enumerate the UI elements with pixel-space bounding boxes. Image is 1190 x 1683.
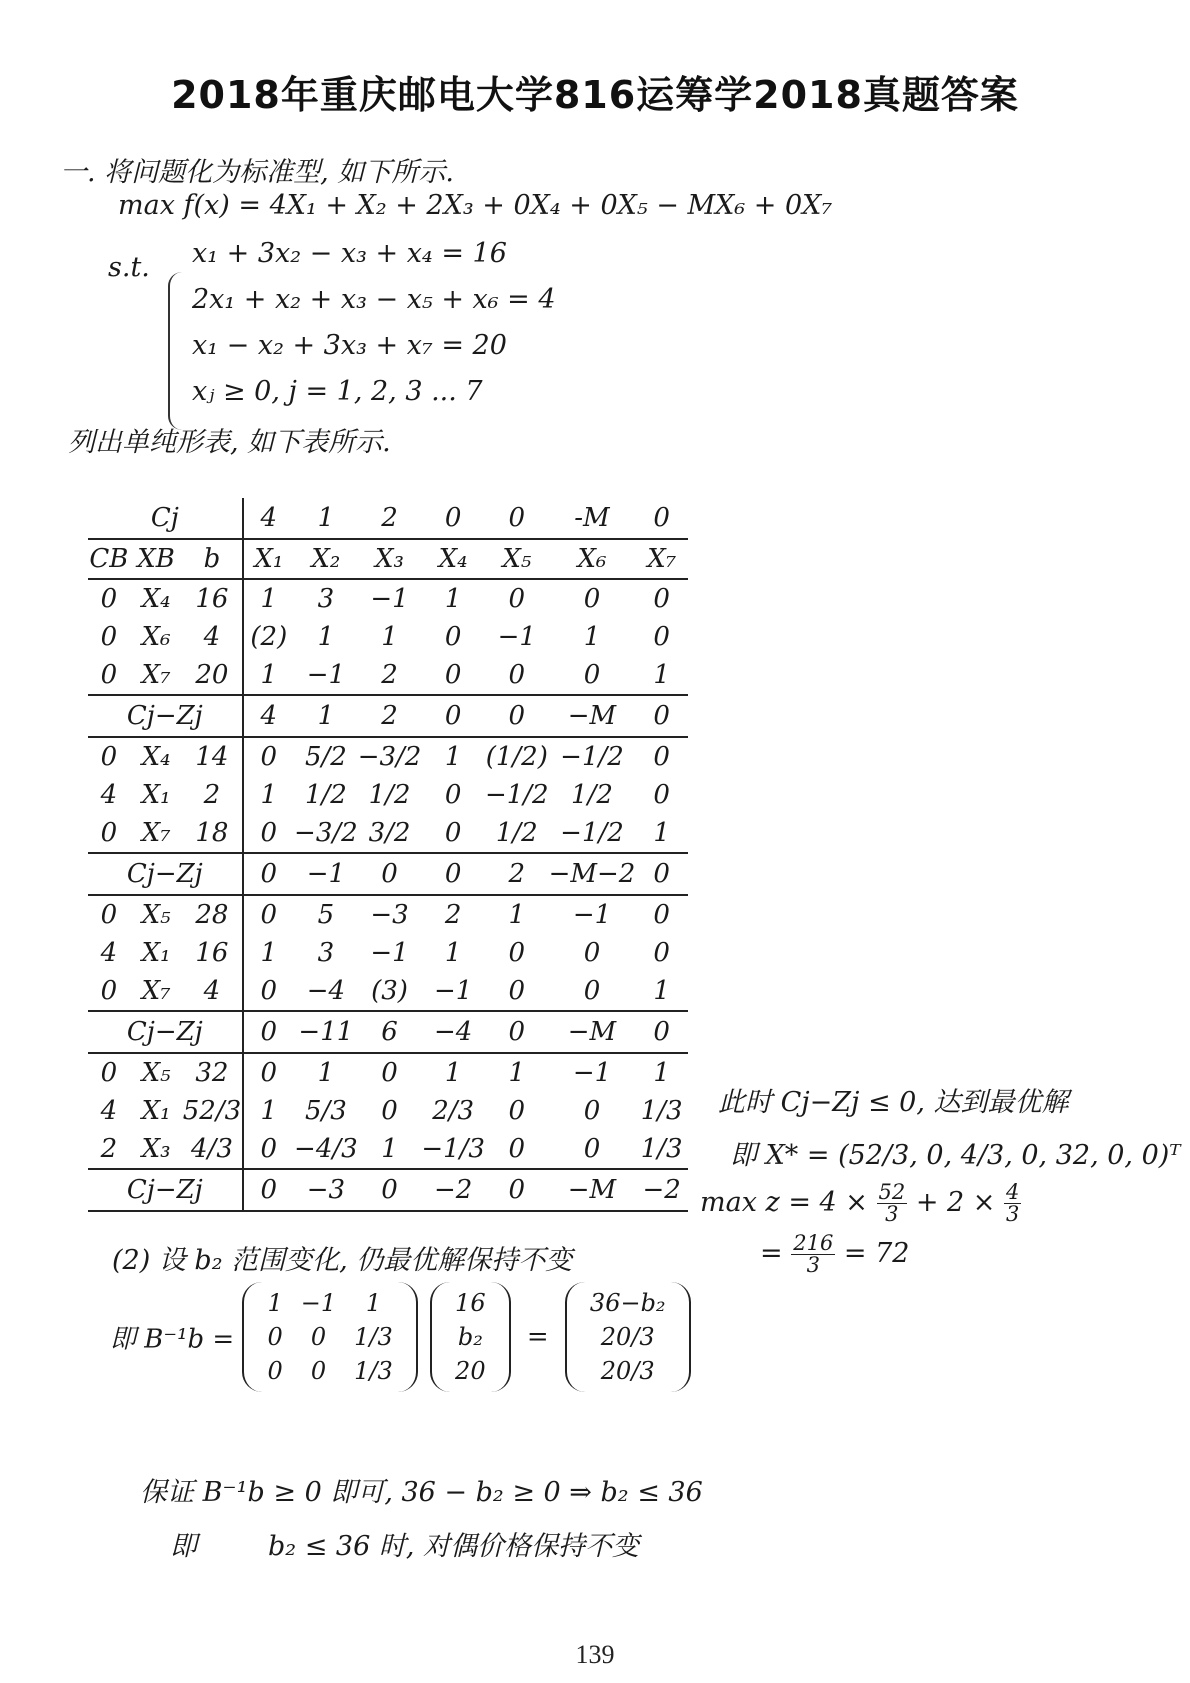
table-cell: 4	[100, 938, 118, 968]
check-value: −2	[635, 1169, 688, 1211]
cj-value: 0	[508, 503, 526, 533]
cj-value: 0	[444, 503, 462, 533]
table-cell: 5/3	[304, 1096, 347, 1126]
table-cell: −4	[306, 976, 346, 1006]
max-mid: + 2 ×	[915, 1187, 996, 1218]
matrix-cell: 1/3	[354, 1357, 393, 1385]
fraction-denominator: 3	[885, 1202, 899, 1226]
table-cell: −1/2	[484, 780, 549, 810]
table-cell: 1	[260, 780, 278, 810]
constraint-2: 2x₁ + x₂ + x₃ − x₅ + x₆ = 4	[192, 284, 556, 315]
fraction-numerator: 52	[878, 1180, 906, 1204]
column-header: X₂	[294, 539, 358, 579]
table-cell: 1	[317, 622, 335, 652]
check-label: Cj−Zj	[88, 1169, 243, 1211]
table-row	[88, 656, 688, 695]
matrix-row	[258, 1320, 401, 1354]
check-value: 2	[485, 853, 549, 895]
table-cell: X₃	[141, 1134, 171, 1164]
table-cell: 16	[182, 579, 242, 618]
matrix-cell: 0	[310, 1323, 327, 1351]
table-cell: 3	[317, 584, 335, 614]
simplex-table	[88, 498, 688, 1212]
table-cell: 0	[635, 737, 688, 776]
matrix-row	[258, 1354, 401, 1388]
result-value: = 72	[843, 1238, 910, 1269]
table-cell: 20	[182, 656, 242, 695]
check-row	[88, 1011, 688, 1053]
column-header: CB	[88, 539, 130, 579]
table-cell: 1	[653, 660, 670, 690]
table-cell: −1/2	[549, 737, 636, 776]
table-cell: 0	[100, 584, 118, 614]
column-header: X₆	[549, 539, 636, 579]
check-value: −3	[294, 1169, 358, 1211]
matrix-row	[258, 1286, 401, 1320]
check-value: 0	[421, 695, 485, 737]
objective-function: max f(x) = 4X₁ + X₂ + 2X₃ + 0X₄ + 0X₅ − MX₆ + 0X₇	[118, 190, 833, 221]
table-row	[88, 1053, 688, 1092]
table-cell: 0	[444, 660, 462, 690]
cj-value: -M	[574, 503, 610, 533]
vector-row	[581, 1286, 675, 1320]
matrix-cell: 0	[267, 1357, 283, 1385]
page-number: 139	[575, 1640, 615, 1669]
column-header: XB	[130, 539, 182, 579]
column-header: X₄	[421, 539, 485, 579]
check-value: 0	[421, 853, 485, 895]
equals-sign: =	[760, 1238, 783, 1269]
table-cell: 1	[421, 737, 485, 776]
table-cell: 2	[182, 776, 242, 814]
table-row	[88, 814, 688, 853]
table-cell: 5	[294, 895, 358, 934]
table-cell: X₁	[141, 780, 171, 810]
table-cell: (1/2)	[485, 737, 549, 776]
table-cell: 0	[508, 938, 526, 968]
check-value: 0	[485, 695, 549, 737]
fraction-numerator: 4	[1006, 1180, 1020, 1204]
table-cell: −1	[370, 938, 409, 968]
table-cell: 1/2	[368, 780, 411, 810]
matrix-cell: 1/3	[354, 1323, 393, 1351]
table-cell: −3	[358, 895, 422, 934]
table-cell: 28	[182, 895, 242, 934]
matrix-cell: 0	[267, 1323, 283, 1351]
table-cell: 52/3	[182, 1092, 242, 1130]
cj-value: 2	[381, 503, 398, 533]
st-label: s.t.	[108, 252, 150, 283]
table-cell: 0	[243, 1053, 294, 1092]
table-row	[88, 1092, 688, 1130]
table-cell: 18	[182, 814, 242, 853]
table-cell: 3	[317, 938, 335, 968]
check-value: −2	[421, 1169, 485, 1211]
result-entry: 20/3	[600, 1357, 655, 1385]
table-cell: 0	[444, 780, 462, 810]
check-value: 0	[358, 1169, 422, 1211]
matrix-cell: 1	[267, 1289, 283, 1317]
table-cell: 1	[260, 584, 278, 614]
table-cell: 2	[100, 1134, 118, 1164]
table-cell: −1	[370, 584, 409, 614]
check-value: −M	[549, 695, 636, 737]
check-row	[88, 695, 688, 737]
table-row	[88, 618, 688, 656]
fraction-denominator: 3	[1006, 1202, 1020, 1226]
check-label: Cj−Zj	[88, 1011, 243, 1053]
table-cell: 0	[88, 737, 130, 776]
table-cell: X₄	[141, 584, 171, 614]
table-cell: −1	[306, 660, 346, 690]
table-row	[88, 737, 688, 776]
table-cell: 16	[182, 934, 242, 972]
part2-intro: (2) 设 b₂ 范围变化, 仍最优解保持不变	[112, 1245, 573, 1276]
table-cell: 0	[508, 660, 526, 690]
table-cell: X₆	[141, 622, 171, 652]
table-cell: −4/3	[294, 1134, 358, 1164]
check-value: 2	[358, 695, 422, 737]
fraction-52-3	[877, 1182, 908, 1225]
table-cell: 0	[444, 622, 462, 652]
optimal-solution-note	[700, 1080, 1181, 1276]
table-cell: 1	[444, 584, 462, 614]
table-cell: X₅	[130, 895, 182, 934]
table-cell: 0	[653, 622, 670, 652]
table-cell: 0	[88, 895, 130, 934]
cj-row	[88, 498, 688, 539]
table-row	[88, 776, 688, 814]
table-cell: 4	[182, 618, 242, 656]
table-cell: 0	[508, 584, 526, 614]
check-value: 0	[485, 1169, 549, 1211]
table-cell: 0	[100, 660, 118, 690]
table-row	[88, 1130, 688, 1169]
table-cell: 1	[653, 818, 670, 848]
check-value: 1	[294, 695, 358, 737]
table-cell: 4	[182, 972, 242, 1011]
cj-value: 1	[317, 503, 335, 533]
cj-label: Cj	[88, 498, 243, 539]
table-cell: 0	[653, 780, 670, 810]
table-cell: 0	[508, 1096, 526, 1126]
table-cell: 0	[508, 1134, 526, 1164]
check-value: 0	[243, 1011, 294, 1053]
table-cell: 0	[381, 1096, 398, 1126]
check-value: 0	[635, 695, 688, 737]
fraction-denominator: 3	[806, 1253, 820, 1277]
inverse-basis-matrix	[242, 1282, 417, 1392]
table-cell: 0	[583, 976, 601, 1006]
matrix-calculation	[110, 1282, 691, 1392]
max-value-result	[760, 1233, 1181, 1276]
table-cell: 0	[583, 938, 601, 968]
check-value: 6	[358, 1011, 422, 1053]
calc-label: 即 B⁻¹b =	[110, 1324, 235, 1355]
nonnegativity-constraint: xⱼ ≥ 0, j = 1, 2, 3 ... 7	[192, 376, 483, 407]
check-row	[88, 853, 688, 895]
header-row	[88, 539, 688, 579]
table-cell: −3/2	[294, 818, 358, 848]
table-cell: 3/2	[368, 818, 411, 848]
table-row	[88, 579, 688, 618]
conclusion-label: 即	[170, 1531, 197, 1562]
column-header: X₁	[243, 539, 294, 579]
matrix-cell: 0	[310, 1357, 327, 1385]
table-cell: 1	[381, 622, 398, 652]
table-cell: 0	[100, 622, 118, 652]
table-cell: 32	[182, 1053, 242, 1092]
table-cell: 2	[381, 660, 398, 690]
column-header: X₃	[358, 539, 422, 579]
check-value: 0	[635, 1011, 688, 1053]
table-cell: X₁	[141, 938, 171, 968]
table-cell: 1	[294, 1053, 358, 1092]
column-header: X₅	[485, 539, 549, 579]
check-value: −M	[549, 1011, 636, 1053]
result-entry: 36−b₂	[589, 1289, 666, 1317]
vector-row	[581, 1354, 675, 1388]
rhs-vector	[430, 1282, 511, 1392]
check-value: 0	[243, 853, 294, 895]
check-value: −11	[294, 1011, 358, 1053]
vector-row	[446, 1286, 495, 1320]
table-cell: 0	[88, 1053, 130, 1092]
fraction-numerator: 216	[793, 1231, 834, 1255]
cj-value: 4	[260, 503, 278, 533]
conclusion: b₂ ≤ 36 时, 对偶价格保持不变	[268, 1531, 639, 1562]
table-cell: 1	[485, 1053, 549, 1092]
part1-intro: 一. 将问题化为标准型, 如下所示.	[60, 157, 454, 188]
table-cell: 0	[583, 660, 601, 690]
table-cell: X₇	[141, 818, 171, 848]
check-value: 0	[635, 853, 688, 895]
table-cell: 1	[381, 1134, 398, 1164]
table-row	[88, 934, 688, 972]
constraint-3: x₁ − x₂ + 3x₃ + x₇ = 20	[192, 330, 507, 361]
result-vector	[565, 1282, 691, 1392]
table-cell: −1/2	[560, 818, 624, 848]
table-cell: 1/2	[304, 780, 347, 810]
check-value: −M−2	[549, 853, 636, 895]
table-cell: 0	[444, 818, 462, 848]
table-cell: X₅	[130, 1053, 182, 1092]
table-cell: 0	[653, 584, 670, 614]
vector-entry: 16	[455, 1289, 486, 1317]
matrix-cell: 1	[365, 1289, 382, 1317]
table-cell: X₄	[130, 737, 182, 776]
cj-value: 0	[653, 503, 670, 533]
check-value: −M	[549, 1169, 636, 1211]
column-header: b	[182, 539, 242, 579]
column-header: X₇	[635, 539, 688, 579]
result-entry: 20/3	[600, 1323, 655, 1351]
table-cell: 1/2	[571, 780, 613, 810]
optimal-solution: 即 X* = (52/3, 0, 4/3, 0, 32, 0, 0)ᵀ	[730, 1140, 1181, 1171]
table-cell: X₇	[141, 976, 171, 1006]
table-cell: 0	[635, 895, 688, 934]
table-cell: 5/2	[294, 737, 358, 776]
vector-row	[446, 1354, 495, 1388]
table-intro: 列出单纯形表, 如下表所示.	[68, 427, 391, 458]
table-cell: 1	[444, 938, 462, 968]
document-title: 2018年重庆邮电大学816运筹学2018真题答案	[171, 73, 1019, 117]
vector-row	[446, 1320, 495, 1354]
table-cell: 1/3	[640, 1134, 683, 1164]
table-cell: (3)	[371, 976, 408, 1006]
table-cell: 0	[583, 1134, 601, 1164]
table-cell: 2/3	[432, 1096, 475, 1126]
vector-row	[581, 1320, 675, 1354]
constraint-1: x₁ + 3x₂ − x₃ + x₄ = 16	[192, 238, 507, 269]
table-cell: 1	[260, 660, 278, 690]
table-cell: 1	[583, 622, 601, 652]
table-cell: −1/3	[421, 1134, 485, 1164]
vector-entry: b₂	[457, 1323, 483, 1351]
table-cell: 1/2	[495, 818, 538, 848]
check-label: Cj−Zj	[88, 695, 243, 737]
check-label: Cj−Zj	[88, 853, 243, 895]
check-value: 4	[243, 695, 294, 737]
table-cell: 0	[508, 976, 526, 1006]
equals-sign: =	[526, 1322, 549, 1352]
table-cell: 0	[243, 737, 294, 776]
table-cell: 4	[100, 1096, 118, 1126]
table-cell: 0	[100, 818, 118, 848]
constraint-brace	[168, 272, 184, 430]
table-cell: 0	[653, 938, 670, 968]
table-cell: X₁	[141, 1096, 171, 1126]
table-cell: 0	[260, 818, 278, 848]
table-cell: 0	[260, 976, 278, 1006]
table-cell: 14	[182, 737, 242, 776]
table-cell: X₇	[141, 660, 171, 690]
table-cell: 0	[583, 1096, 601, 1126]
table-cell: 0	[243, 895, 294, 934]
table-cell: 0	[100, 976, 118, 1006]
table-cell: −1	[433, 976, 473, 1006]
fraction-4-3	[1004, 1182, 1021, 1225]
table-cell: 1	[260, 1096, 278, 1126]
max-value-expression	[700, 1182, 1181, 1225]
table-cell: −1	[549, 895, 636, 934]
table-cell: 1	[485, 895, 549, 934]
table-cell: 0	[583, 584, 601, 614]
nonnegativity-condition: 保证 B⁻¹b ≥ 0 即可, 36 − b₂ ≥ 0 ⇒ b₂ ≤ 36	[140, 1477, 703, 1508]
vector-entry: 20	[455, 1357, 486, 1385]
matrix-cell: −1	[300, 1289, 337, 1317]
check-value: 0	[485, 1011, 549, 1053]
check-value: 0	[358, 853, 422, 895]
table-cell: 0	[260, 1134, 278, 1164]
max-prefix: max z = 4 ×	[700, 1187, 868, 1218]
table-cell: 4	[100, 780, 118, 810]
table-cell: −1	[497, 622, 536, 652]
fraction-216-3	[791, 1233, 835, 1276]
table-cell: 1	[260, 938, 278, 968]
table-cell: (2)	[250, 622, 288, 652]
table-row	[88, 972, 688, 1011]
check-value: −1	[294, 853, 358, 895]
table-cell: 4/3	[182, 1130, 242, 1169]
table-cell: 1	[653, 976, 670, 1006]
check-row	[88, 1169, 688, 1211]
table-cell: −1	[549, 1053, 636, 1092]
check-value: 0	[243, 1169, 294, 1211]
table-cell: −3/2	[358, 737, 422, 776]
table-row	[88, 895, 688, 934]
table-cell: 2	[421, 895, 485, 934]
table-cell: 1/3	[640, 1096, 683, 1126]
table-cell: 0	[358, 1053, 422, 1092]
check-value: −4	[421, 1011, 485, 1053]
table-cell: 1	[635, 1053, 688, 1092]
optimality-condition: 此时 Cj−Zj ≤ 0, 达到最优解	[718, 1087, 1069, 1118]
table-cell: 1	[421, 1053, 485, 1092]
